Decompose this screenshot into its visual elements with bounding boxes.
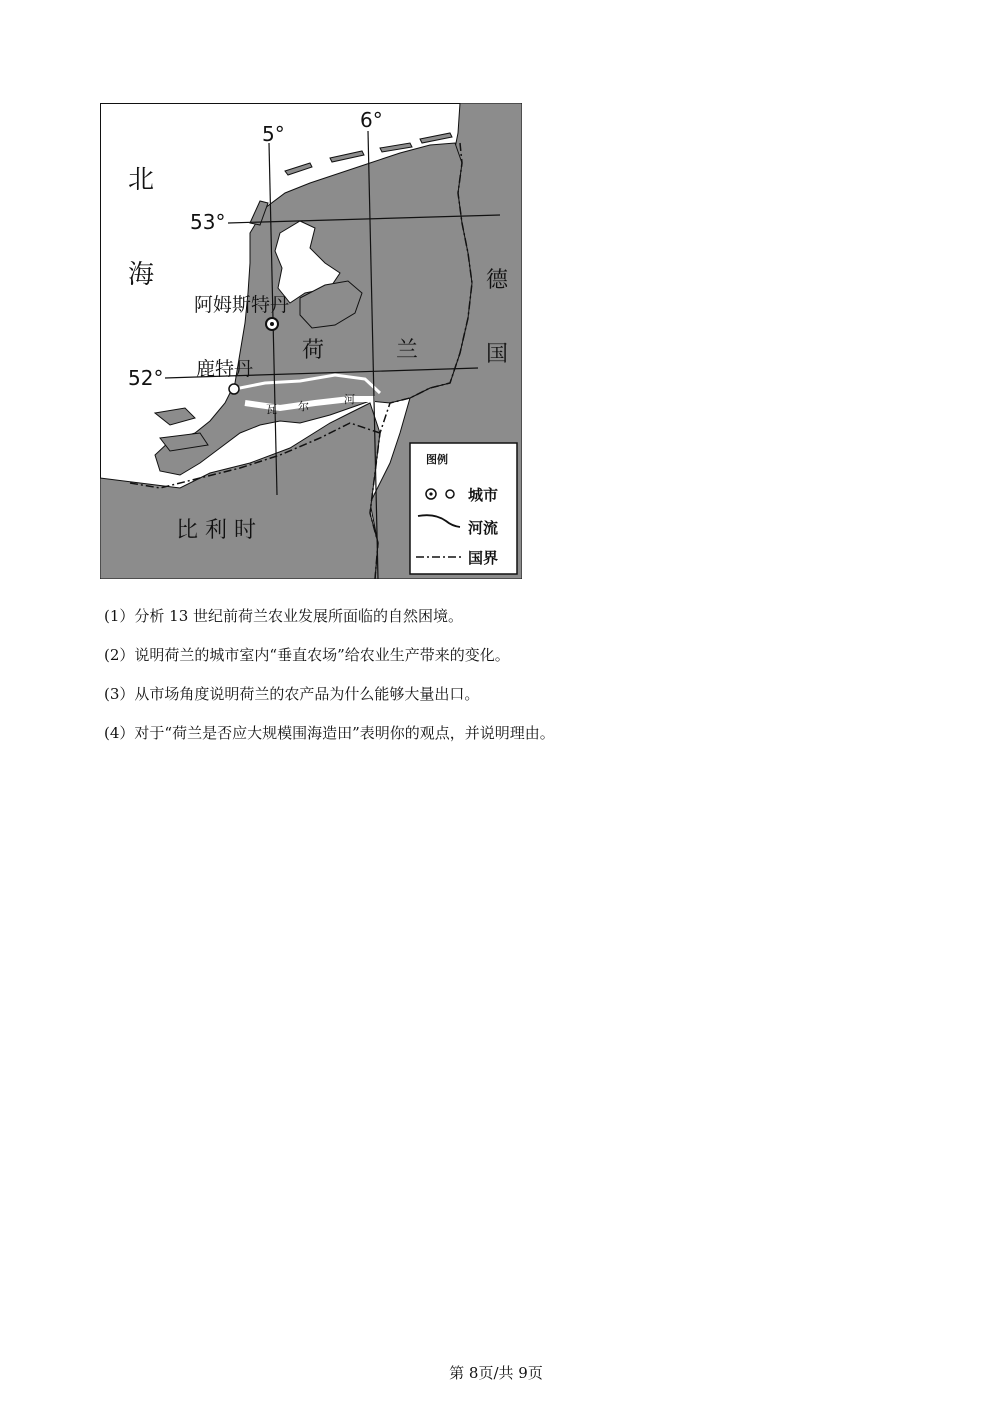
legend-city-label: 城市 xyxy=(468,486,499,504)
map-legend xyxy=(410,443,517,574)
river-label-3: 河 xyxy=(344,393,355,406)
question-4: (4）对于“荷兰是否应大规模围海造田”表明你的观点，并说明理由。 xyxy=(104,724,555,742)
legend-border-label: 国界 xyxy=(468,549,499,567)
longitude-6-label: 6° xyxy=(360,108,383,132)
longitude-5-label: 5° xyxy=(262,122,285,146)
germany-label-1: 德 xyxy=(486,268,509,293)
sea-label-2: 海 xyxy=(128,260,155,290)
legend-title: 图例 xyxy=(426,453,448,466)
legend-river-label: 河流 xyxy=(468,519,499,537)
belgium-label: 比 利 时 xyxy=(176,518,256,543)
question-2: (2）说明荷兰的城市室内“垂直农场”给农业生产带来的变化。 xyxy=(104,646,510,664)
amsterdam-label: 阿姆斯特丹 xyxy=(194,294,290,316)
latitude-53-label: 53° xyxy=(190,210,226,234)
sea-label-1: 北 xyxy=(128,165,155,195)
legend-city-icon-dot xyxy=(429,492,432,495)
rotterdam-label: 鹿特丹 xyxy=(196,358,254,380)
rotterdam-city-marker xyxy=(229,384,239,394)
legend-city-icon-minor xyxy=(446,490,454,498)
netherlands-map xyxy=(100,103,522,579)
river-label-2: 尔 xyxy=(298,400,309,413)
netherlands-label-2: 兰 xyxy=(396,338,419,363)
page-footer: 第 8页/共 9页 xyxy=(449,1364,543,1382)
river-label-1: 瓦 xyxy=(266,403,277,416)
latitude-52-label: 52° xyxy=(128,366,164,390)
netherlands-label-1: 荷 xyxy=(302,338,325,363)
amsterdam-city-dot xyxy=(270,322,274,326)
germany-label-2: 国 xyxy=(486,342,509,367)
question-1: (1）分析 13 世纪前荷兰农业发展所面临的自然困境。 xyxy=(104,607,464,625)
question-3: (3）从市场角度说明荷兰的农产品为什么能够大量出口。 xyxy=(104,685,480,703)
